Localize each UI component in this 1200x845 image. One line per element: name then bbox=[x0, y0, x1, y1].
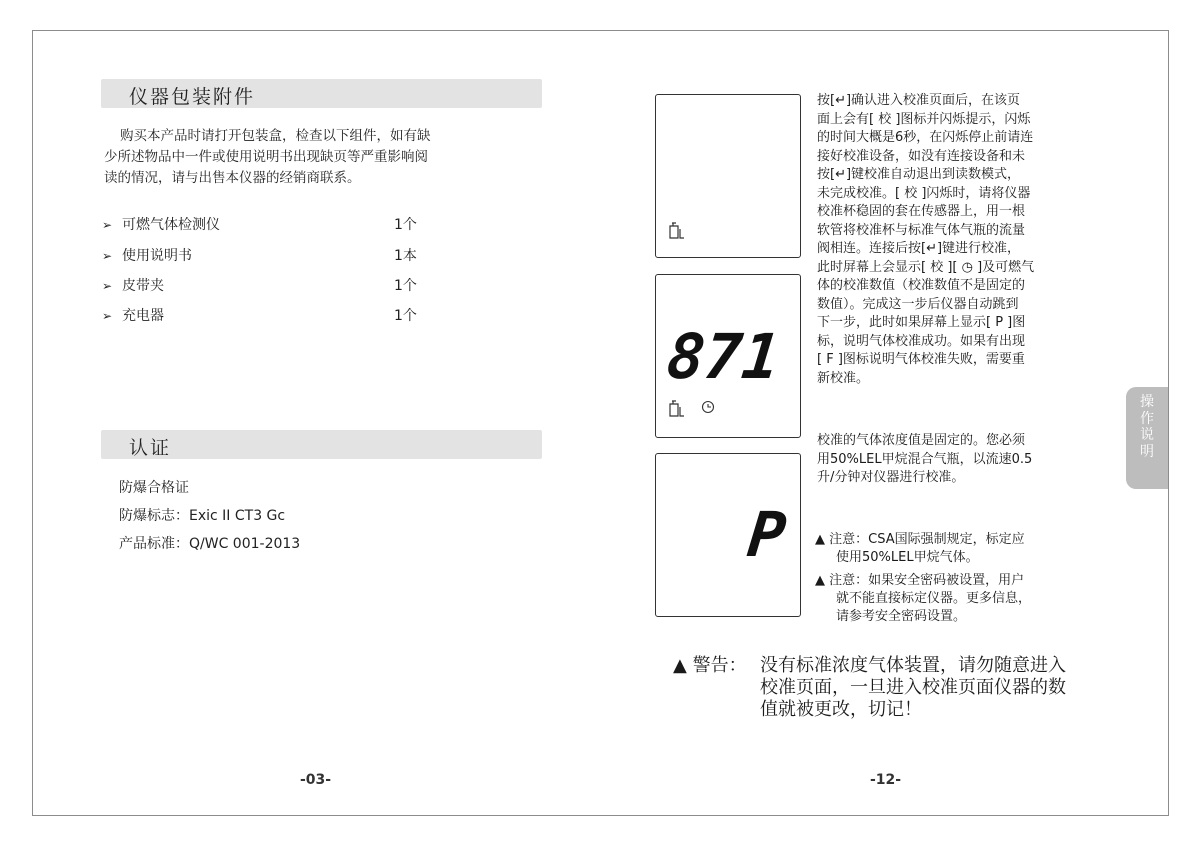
lcd-reading-display bbox=[656, 275, 802, 439]
note-line: 请参考安全密码设置。 bbox=[836, 609, 967, 624]
accessory-qty: 1个 bbox=[394, 217, 417, 233]
note-line: ▲ 注意：CSA国际强制规定，标定应 bbox=[815, 532, 1025, 547]
text-line: 用50%LEL甲烷混合气瓶，以流速0.5 bbox=[817, 451, 1033, 467]
bullet-arrow-icon: ➢ bbox=[102, 279, 113, 293]
page-number-right: -12- bbox=[870, 772, 902, 788]
text-line: 接好校准设备，如没有连接设备和未 bbox=[817, 148, 1026, 164]
note-line: 使用50%LEL甲烷气体。 bbox=[836, 550, 979, 565]
page-number-left: -03- bbox=[300, 772, 332, 788]
accessory-name: 使用说明书 bbox=[122, 248, 192, 264]
note-csa bbox=[815, 531, 1100, 567]
cert-line: 产品标准：Q/WC 001-2013 bbox=[119, 536, 301, 552]
text-line: 体的校准数值（校准数值不是固定的 bbox=[817, 278, 1026, 293]
clock-icon bbox=[703, 402, 714, 413]
text-line: 校准的气体浓度值是固定的。您必须 bbox=[817, 433, 1026, 448]
note-line: ▲ 注意：如果安全密码被设置，用户 bbox=[815, 573, 1025, 588]
cert-line: 防爆标志：Exic II CT3 Gc bbox=[119, 508, 286, 524]
text-line: 此时屏幕上会显示[ 校 ][ ◷ ]及可燃气 bbox=[817, 259, 1035, 275]
text-line: 升/分钟对仪器进行校准。 bbox=[817, 470, 965, 485]
bullet-arrow-icon: ➢ bbox=[102, 249, 113, 263]
accessory-qty: 1个 bbox=[394, 308, 417, 324]
note-password bbox=[815, 572, 1100, 626]
text-line: 新校准。 bbox=[817, 370, 870, 386]
accessory-item bbox=[102, 245, 442, 265]
accessory-name: 皮带夹 bbox=[122, 278, 164, 294]
intro-line: 购买本产品时请打开包装盒，检查以下组件，如有缺 bbox=[120, 128, 431, 144]
text-line: 校准杯稳固的套在传感器上，用一根 bbox=[817, 204, 1026, 219]
accessory-item bbox=[102, 275, 442, 295]
accessory-qty: 1本 bbox=[394, 248, 417, 264]
accessory-qty: 1个 bbox=[394, 278, 417, 294]
text-line: 的时间大概是6秒，在闪烁停止前请连 bbox=[817, 130, 1034, 145]
warning-text bbox=[760, 655, 1130, 721]
lcd-reading: 871 bbox=[663, 320, 784, 393]
accessory-name: 充电器 bbox=[122, 308, 164, 324]
warning-label: ▲ 警告： bbox=[673, 655, 747, 676]
bullet-arrow-icon: ➢ bbox=[102, 218, 113, 232]
lcd-screen-2 bbox=[655, 274, 801, 438]
text-line: 阀相连。连接后按[↵]键进行校准， bbox=[817, 241, 1021, 256]
warning-line: 值就被更改，切记！ bbox=[760, 699, 922, 720]
calibration-bottle-icon bbox=[656, 95, 802, 259]
text-line: 软管将校准杯与标准气体气瓶的流量 bbox=[817, 222, 1026, 238]
text-line: 标，说明气体校准成功。如果有出现 bbox=[817, 333, 1026, 349]
lcd-pass-display bbox=[656, 454, 802, 618]
lcd-pass-symbol: P bbox=[744, 498, 790, 571]
accessory-name: 可燃气体检测仪 bbox=[122, 217, 220, 233]
text-line: 按[↵]确认进入校准页面后，在该页 bbox=[817, 93, 1021, 108]
section-header-certification bbox=[101, 430, 542, 459]
text-line: 下一步，此时如果屏幕上显示[ P ]图 bbox=[817, 315, 1026, 330]
warning-line: 校准页面，一旦进入校准页面仪器的数 bbox=[760, 677, 1066, 698]
cert-line: 防爆合格证 bbox=[119, 480, 189, 496]
text-line: 未完成校准。[ 校 ]闪烁时，请将仪器 bbox=[817, 185, 1031, 201]
section-title: 仪器包装附件 bbox=[129, 86, 256, 108]
bullet-arrow-icon: ➢ bbox=[102, 309, 113, 323]
section-header-accessories bbox=[101, 79, 542, 108]
text-line: 按[↵]键校准自动退出到读数模式， bbox=[817, 167, 1021, 182]
accessory-item bbox=[102, 305, 442, 325]
accessory-item bbox=[102, 214, 442, 234]
calibration-gas-requirements bbox=[817, 432, 1102, 488]
intro-line: 少所述物品中一件或使用说明书出现缺页等严重影响阅 bbox=[104, 149, 428, 165]
text-line: [ F ]图标说明气体校准失败，需要重 bbox=[817, 352, 1025, 367]
warning-line: 没有标准浓度气体装置，请勿随意进入 bbox=[760, 655, 1066, 676]
note-line: 就不能直接标定仪器。更多信息， bbox=[836, 591, 1032, 606]
lcd-screen-1 bbox=[655, 94, 801, 258]
intro-paragraph bbox=[104, 126, 534, 189]
side-tab-label: 操作说明 bbox=[1140, 394, 1154, 460]
calibration-bottle-icon bbox=[670, 401, 684, 416]
section-title: 认证 bbox=[129, 437, 172, 459]
text-line: 面上会有[ 校 ]图标并闪烁提示，闪烁 bbox=[817, 111, 1031, 127]
intro-line: 读的情况，请与出售本仪器的经销商联系。 bbox=[104, 170, 361, 186]
text-line: 数值）。完成这一步后仪器自动跳到 bbox=[817, 296, 1019, 312]
lcd-screen-3 bbox=[655, 453, 801, 617]
side-tab-operation[interactable] bbox=[1126, 387, 1168, 489]
calibration-instructions bbox=[817, 92, 1102, 388]
